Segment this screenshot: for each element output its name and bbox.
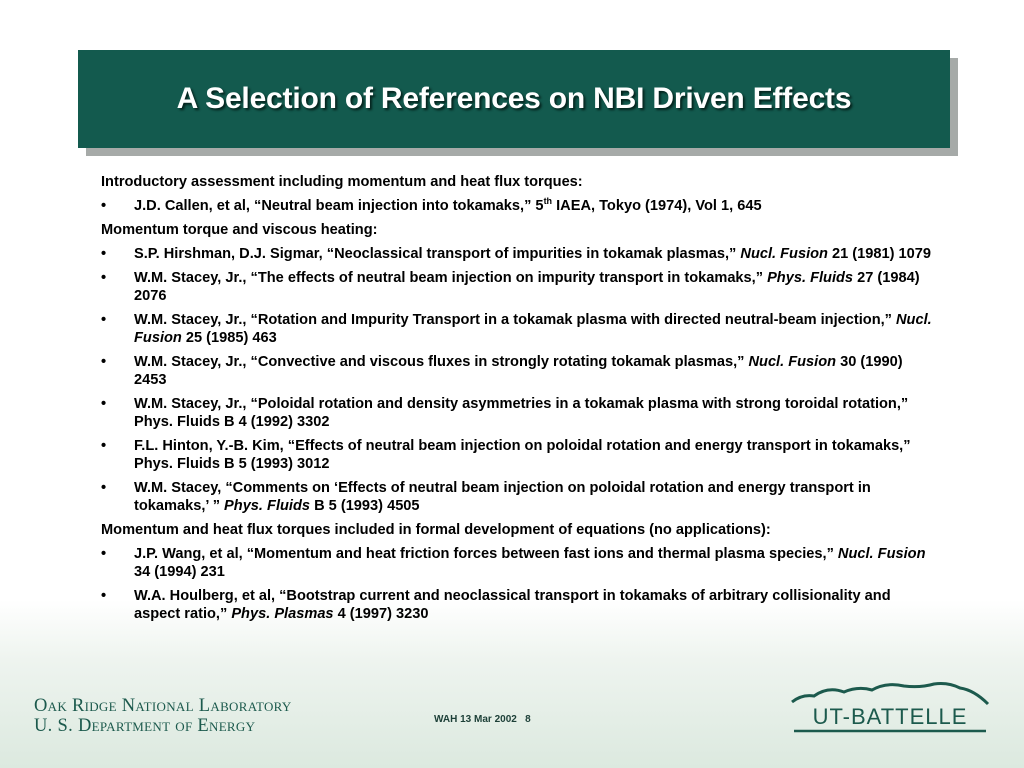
reference-text	[134, 353, 933, 389]
reference-item	[101, 269, 933, 305]
reference-text	[134, 587, 933, 623]
bullet-icon: •	[101, 198, 107, 214]
reference-text	[134, 437, 933, 473]
reference-text	[134, 197, 933, 215]
journal-name: Phys. Fluids	[224, 498, 311, 514]
reference-text	[134, 395, 933, 431]
reference-citation: W.M. Stacey, Jr., “The effects of neutral beam injection on impurity transport in tokamaks,”	[134, 270, 768, 286]
reference-volume: 30 (1990) 2453	[134, 354, 903, 388]
reference-citation: S.P. Hirshman, D.J. Sigmar, “Neoclassical transport of impurities in tokamak plasmas,”	[134, 246, 741, 262]
reference-text	[134, 245, 933, 263]
section-heading: Momentum and heat flux torques included in formal development of equations (no applications):	[101, 522, 771, 538]
bullet-icon: •	[101, 438, 107, 454]
reference-citation: J.P. Wang, et al, “Momentum and heat friction forces between fast ions and thermal plasma species,”	[134, 546, 838, 562]
logo-text: UT-BATTELLE	[812, 704, 968, 729]
reference-volume: 25 (1985) 463	[181, 330, 277, 346]
reference-citation: W.M. Stacey, “Comments on ‘Effects of neutral beam injection on poloidal rotation and energy transport in tokamaks,’ ”	[134, 480, 871, 514]
reference-volume: B 5 (1993) 4505	[310, 498, 420, 514]
bullet-icon: •	[101, 246, 107, 262]
footer-date-page: WAH 13 Mar 2002 8	[434, 714, 531, 725]
lab-name-line1: Oak Ridge National Laboratory	[34, 696, 292, 716]
journal-name: Nucl. Fusion	[837, 546, 926, 562]
slide-title: A Selection of References on NBI Driven Effects	[176, 82, 852, 115]
bullet-icon: •	[101, 480, 107, 496]
section-heading: Introductory assessment including momentum and heat flux torques:	[101, 174, 583, 190]
reference-item	[101, 245, 933, 263]
lab-name-line2: U. S. Department of Energy	[34, 716, 256, 736]
reference-citation: W.M. Stacey, Jr., “Convective and viscous fluxes in strongly rotating tokamak plasmas,”	[134, 354, 749, 370]
ut-battelle-logo	[788, 680, 992, 736]
reference-item	[101, 437, 933, 473]
reference-citation: W.M. Stacey, Jr., “Poloidal rotation and density asymmetries in a tokamak plasma with strong toroidal rotation,” Phys. Fluids B 4 (1992) 3302	[134, 396, 909, 430]
section-heading: Momentum torque and viscous heating:	[101, 222, 378, 238]
reference-volume: 34 (1994) 231	[134, 564, 225, 580]
reference-volume: 21 (1981) 1079	[827, 246, 932, 262]
bullet-icon: •	[101, 270, 107, 286]
reference-item	[101, 479, 933, 515]
bullet-icon: •	[101, 546, 107, 562]
reference-item	[101, 545, 933, 581]
bullet-icon: •	[101, 588, 107, 604]
reference-text	[134, 479, 933, 515]
reference-volume: 4 (1997) 3230	[333, 606, 429, 622]
reference-text	[134, 311, 933, 347]
mountain-icon	[792, 684, 988, 705]
journal-name: Phys. Plasmas	[231, 606, 334, 622]
reference-item	[101, 587, 933, 623]
reference-text	[134, 545, 933, 581]
title-banner	[78, 50, 950, 148]
reference-item	[101, 395, 933, 431]
reference-citation: F.L. Hinton, Y.-B. Kim, “Effects of neutral beam injection on poloidal rotation and energy transport in tokamaks,” Phys. Fluids B 5 (1993) 3012	[134, 438, 911, 472]
journal-name: Nucl. Fusion	[134, 312, 932, 346]
journal-name: Phys. Fluids	[767, 270, 854, 286]
reference-text	[134, 269, 933, 305]
reference-citation: J.D. Callen, et al, “Neutral beam injection into tokamaks,” 5	[134, 198, 544, 214]
reference-citation: W.A. Houlberg, et al, “Bootstrap current and neoclassical transport in tokamaks of arbitrary collisionality and aspect ratio,”	[134, 588, 891, 622]
reference-item	[101, 353, 933, 389]
bullet-icon: •	[101, 312, 107, 328]
reference-list	[101, 173, 933, 629]
reference-item	[101, 311, 933, 347]
lab-name	[34, 696, 292, 736]
bullet-icon: •	[101, 354, 107, 370]
reference-volume: IAEA, Tokyo (1974), Vol 1, 645	[552, 198, 762, 214]
reference-item	[101, 197, 933, 215]
reference-citation: W.M. Stacey, Jr., “Rotation and Impurity Transport in a tokamak plasma with directed neutral-beam injection,”	[134, 312, 897, 328]
ordinal-superscript: th	[543, 196, 553, 207]
journal-name: Nucl. Fusion	[740, 246, 828, 262]
journal-name: Nucl. Fusion	[748, 354, 837, 370]
bullet-icon: •	[101, 396, 107, 412]
reference-volume: 27 (1984) 2076	[134, 270, 920, 304]
